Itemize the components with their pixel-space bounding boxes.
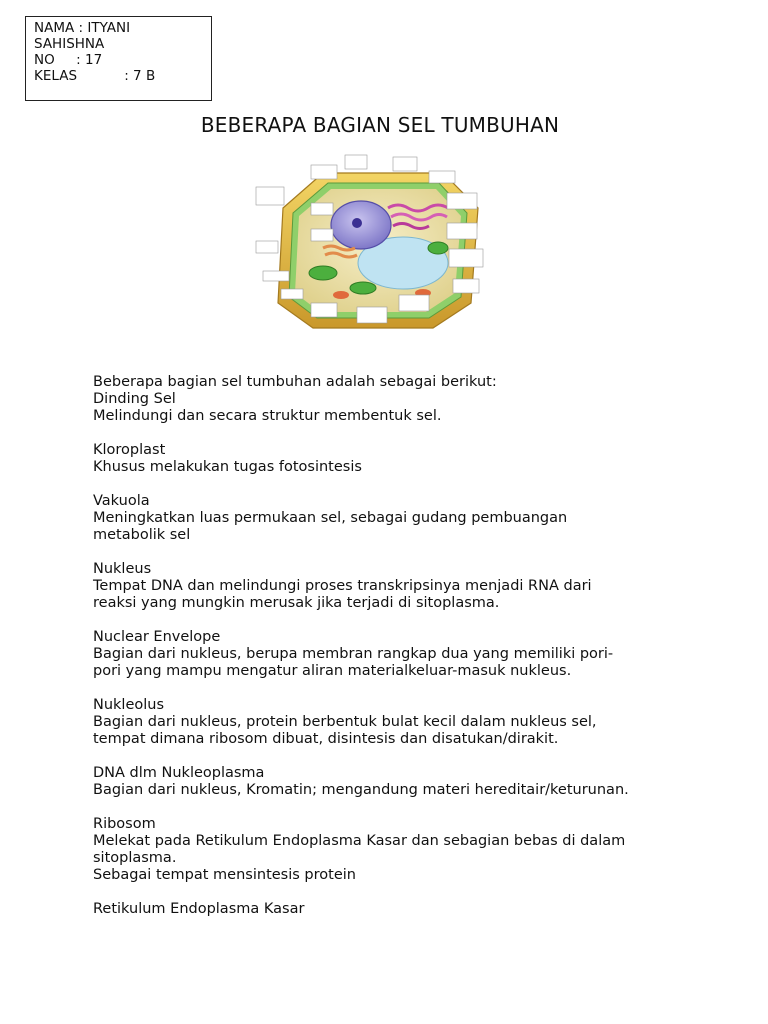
- section-description-line: Melindungi dan secara struktur membentuk sel.: [93, 408, 442, 424]
- section-heading: Retikulum Endoplasma Kasar: [93, 901, 305, 917]
- section-block: [93, 765, 693, 799]
- student-name-line1: NAMA : ITYANI: [34, 20, 131, 36]
- section-description-line: Melekat pada Retikulum Endoplasma Kasar dan sebagian bebas di dalam: [93, 833, 626, 849]
- section-description-line: Tempat DNA dan melindungi proses transkripsinya menjadi RNA dari: [93, 578, 592, 594]
- section-block: [93, 442, 693, 476]
- plant-cell-diagram: [253, 153, 495, 333]
- section-block: [93, 493, 693, 544]
- section-description-line: Bagian dari nukleus, Kromatin; mengandung materi hereditair/keturunan.: [93, 782, 629, 798]
- section-block: [93, 901, 693, 918]
- section-block: [93, 561, 693, 612]
- section-heading: Nuclear Envelope: [93, 629, 221, 645]
- plant-cell-illustration: [253, 153, 495, 333]
- document-body: [93, 374, 693, 918]
- section-heading: DNA dlm Nukleoplasma: [93, 765, 265, 781]
- section-block: [93, 391, 693, 425]
- section-description-line: pori yang mampu mengatur aliran materialkeluar-masuk nukleus.: [93, 663, 572, 679]
- student-class: KELAS : 7 B: [34, 68, 156, 84]
- section-description-line: Bagian dari nukleus, berupa membran rangkap dua yang memiliki pori-: [93, 646, 614, 662]
- intro-text: Beberapa bagian sel tumbuhan adalah sebagai berikut:: [93, 374, 497, 390]
- section-description-line: Bagian dari nukleus, protein berbentuk bulat kecil dalam nukleus sel,: [93, 714, 597, 730]
- sections-list: [93, 391, 693, 918]
- section-description-line: Khusus melakukan tugas fotosintesis: [93, 459, 362, 475]
- section-description-line: Sebagai tempat mensintesis protein: [93, 867, 356, 883]
- section-block: [93, 816, 693, 884]
- section-heading: Kloroplast: [93, 442, 166, 458]
- section-description-line: tempat dimana ribosom dibuat, disintesis dan disatukan/dirakit.: [93, 731, 559, 747]
- section-description-line: reaksi yang mungkin merusak jika terjadi di sitoplasma.: [93, 595, 500, 611]
- section-description-line: sitoplasma.: [93, 850, 177, 866]
- document-title: BEBERAPA BAGIAN SEL TUMBUHAN: [200, 113, 560, 137]
- student-name-line2: SAHISHNA: [34, 36, 105, 52]
- section-heading: Vakuola: [93, 493, 150, 509]
- section-description-line: Meningkatkan luas permukaan sel, sebagai gudang pembuangan: [93, 510, 568, 526]
- section-heading: Ribosom: [93, 816, 156, 832]
- section-description-line: metabolik sel: [93, 527, 191, 543]
- section-heading: Dinding Sel: [93, 391, 176, 407]
- student-info-box: [25, 16, 212, 101]
- section-block: [93, 697, 693, 748]
- section-block: [93, 629, 693, 680]
- section-heading: Nukleus: [93, 561, 152, 577]
- section-heading: Nukleolus: [93, 697, 165, 713]
- student-number: NO : 17: [34, 52, 103, 68]
